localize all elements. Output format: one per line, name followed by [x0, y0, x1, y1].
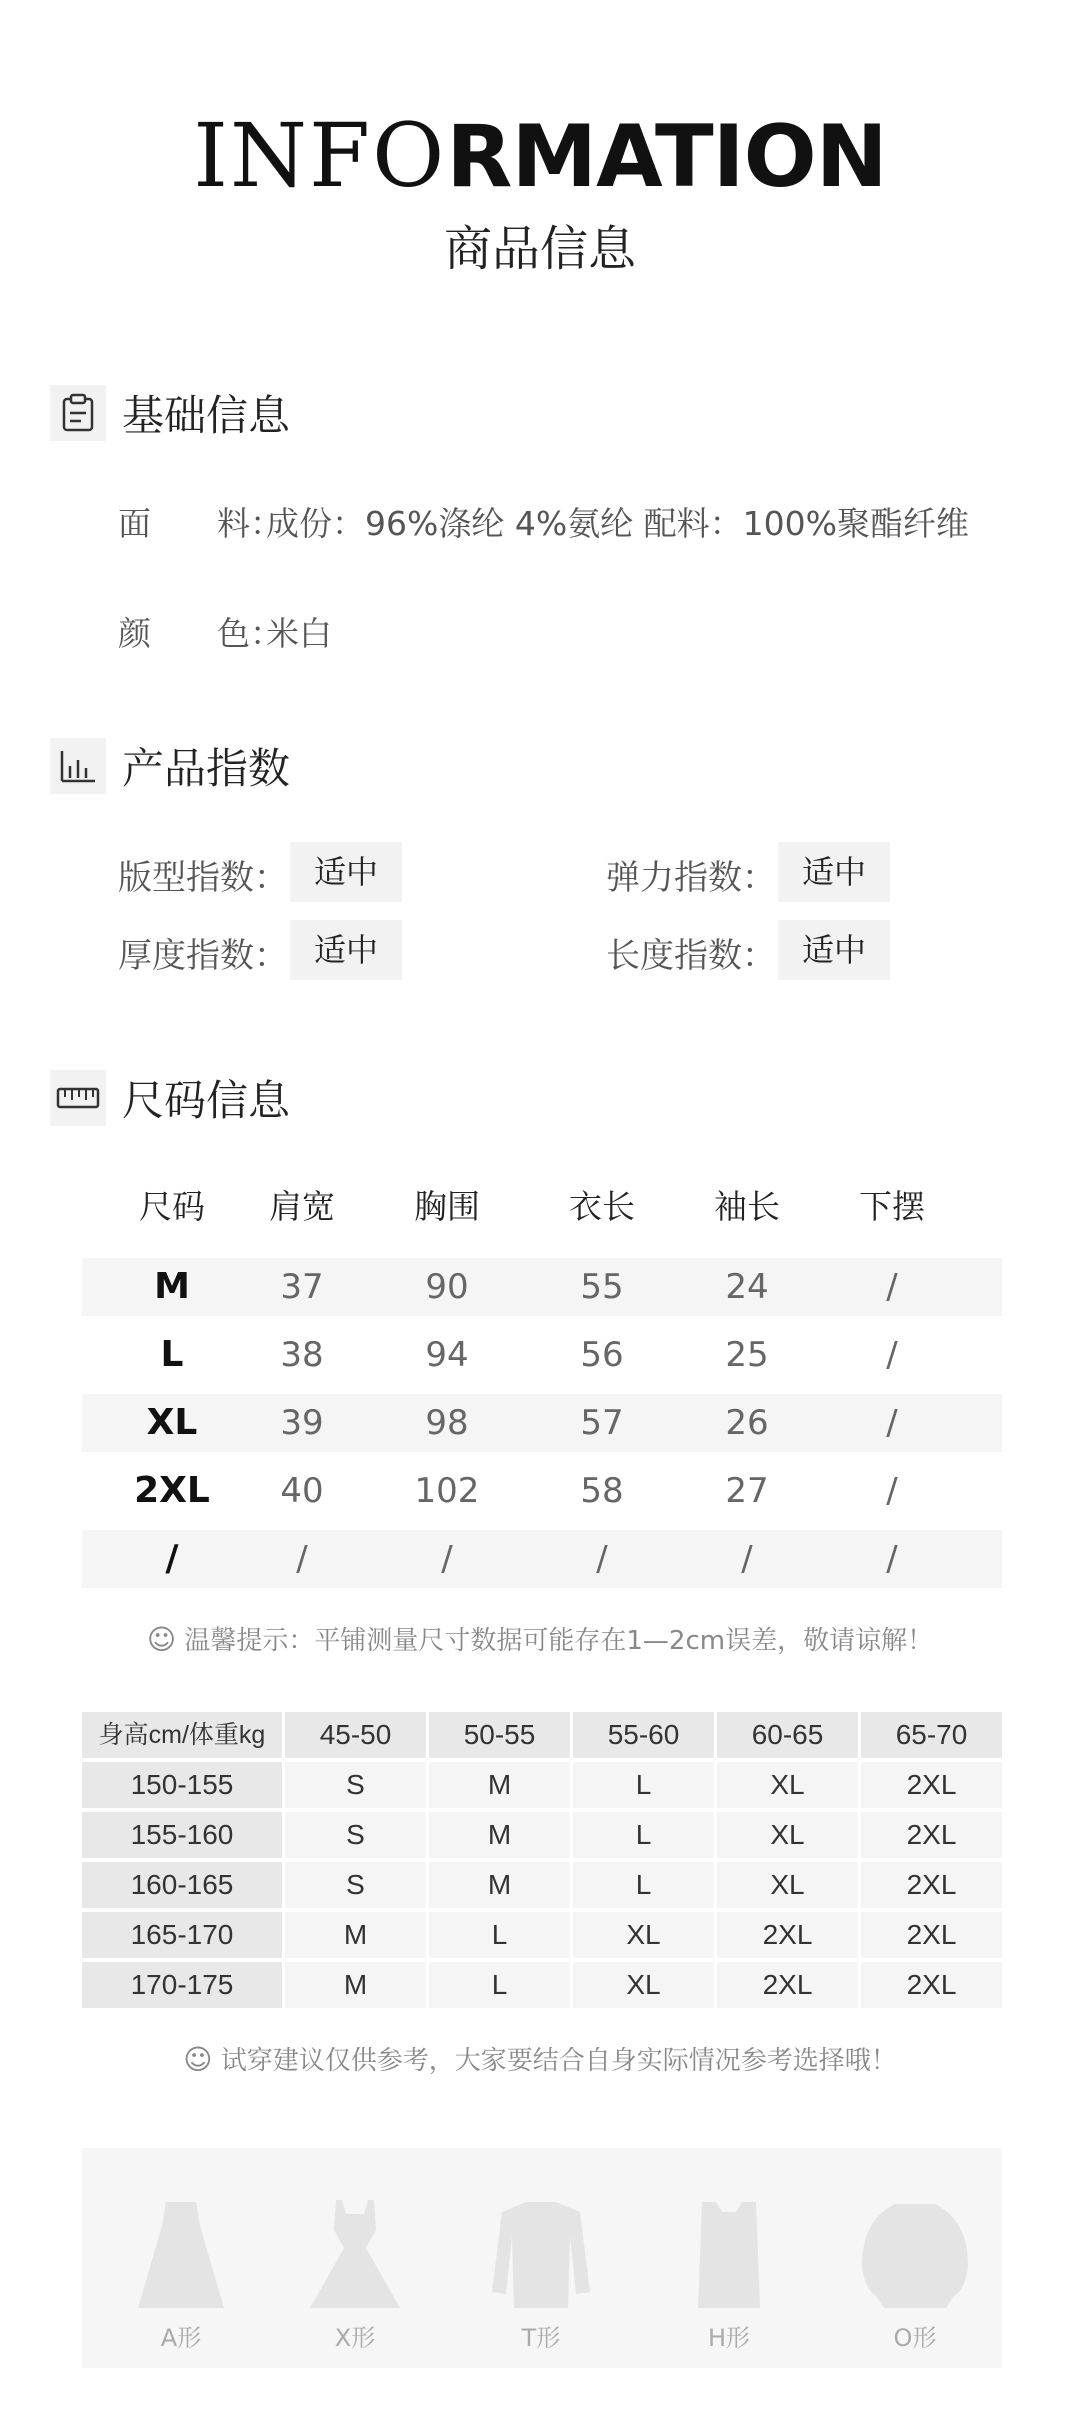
table-cell: 40: [280, 1471, 324, 1511]
corner-label: 身高cm/体重kg: [82, 1712, 282, 1758]
section-indices: [50, 738, 290, 794]
column-header: 衣长: [569, 1187, 635, 1226]
table-row: [82, 1258, 1002, 1316]
size-cell: XL: [146, 1402, 198, 1443]
table-cell: /: [886, 1403, 898, 1443]
fabric-value: 成份：96%涤纶 4%氨纶 配料：100%聚酯纤维: [266, 504, 970, 543]
size-cell: XL: [717, 1812, 858, 1858]
size-cell: XL: [717, 1862, 858, 1908]
size-cell: L: [573, 1862, 714, 1908]
size-cell: M: [429, 1762, 570, 1808]
size-cell: 2XL: [861, 1812, 1002, 1858]
size-cell: XL: [573, 1962, 714, 2008]
smile-icon: ☺: [146, 1623, 177, 1656]
note-text: 试穿建议仅供参考，大家要结合自身实际情况参考选择哦！: [220, 2046, 897, 2076]
size-cell: 2XL: [861, 1912, 1002, 1958]
clipboard-icon: [50, 385, 106, 441]
table-cell: 94: [425, 1335, 469, 1375]
column-header: 袖长: [714, 1187, 780, 1226]
index-label-length: 长度指数：: [606, 936, 776, 976]
size-cell: 2XL: [861, 1962, 1002, 2008]
size-cell: L: [429, 1962, 570, 2008]
table-header-row: [82, 1178, 1002, 1236]
fabric-row: [118, 498, 969, 545]
table-cell: /: [741, 1539, 753, 1579]
table-cell: 90: [425, 1267, 469, 1307]
table-cell: 37: [280, 1267, 324, 1307]
fit-advice-note: [0, 2040, 1080, 2077]
table-cell: 39: [280, 1403, 324, 1443]
title-serif-part: INFO: [193, 104, 447, 207]
section-heading: 基础信息: [122, 391, 291, 440]
table-cell: 55: [580, 1267, 624, 1307]
column-header: 胸围: [414, 1187, 480, 1226]
size-cell: 2XL: [717, 1912, 858, 1958]
index-label-fit: 版型指数：: [118, 858, 288, 898]
silhouette-label: X形: [334, 2324, 376, 2352]
weight-header: 55-60: [573, 1712, 714, 1758]
size-cell: 2XL: [717, 1962, 858, 2008]
weight-header: 45-50: [285, 1712, 426, 1758]
table-cell: /: [596, 1539, 608, 1579]
index-value-fit: 适中: [290, 842, 402, 902]
measurement-note: [0, 1620, 1080, 1657]
size-cell: L: [429, 1912, 570, 1958]
color-row: [118, 608, 332, 655]
size-cell: 2XL: [861, 1862, 1002, 1908]
column-header: 尺码: [139, 1187, 205, 1226]
table-cell: /: [296, 1539, 308, 1579]
silhouette-label: H形: [707, 2324, 751, 2352]
section-size-info: [50, 1070, 290, 1126]
height-label: 160-165: [82, 1862, 282, 1908]
column-header: 下摆: [859, 1187, 925, 1226]
table-cell: 25: [725, 1335, 769, 1375]
index-value-thickness: 适中: [290, 920, 402, 980]
table-row: [82, 1326, 1002, 1384]
height-label: 165-170: [82, 1912, 282, 1958]
color-value: 米白: [266, 614, 332, 653]
size-cell: M: [285, 1962, 426, 2008]
page-subtitle: 商品信息: [443, 221, 636, 277]
size-cell: 2XL: [134, 1470, 210, 1511]
table-cell: 102: [414, 1471, 480, 1511]
size-cell: M: [154, 1266, 190, 1307]
table-cell: 38: [280, 1335, 324, 1375]
size-cell: M: [429, 1812, 570, 1858]
t-shape-shirt-icon: [476, 2196, 606, 2316]
size-cell: XL: [573, 1912, 714, 1958]
silhouette-label: A形: [160, 2324, 202, 2352]
section-basic-info: [50, 385, 290, 441]
size-cell: M: [429, 1862, 570, 1908]
column-header: 肩宽: [269, 1187, 335, 1226]
size-recommendation-table: [82, 1712, 1002, 2012]
table-cell: /: [441, 1539, 453, 1579]
size-cell: S: [285, 1812, 426, 1858]
size-cell: 2XL: [861, 1762, 1002, 1808]
size-cell: XL: [717, 1762, 858, 1808]
table-cell: 58: [580, 1471, 624, 1511]
index-label-stretch: 弹力指数：: [606, 858, 776, 898]
weight-header: 65-70: [861, 1712, 1002, 1758]
smile-icon: ☺: [183, 2043, 213, 2076]
size-cell: M: [285, 1912, 426, 1958]
table-cell: 57: [580, 1403, 624, 1443]
weight-header: 50-55: [429, 1712, 570, 1758]
index-value-stretch: 适中: [778, 842, 890, 902]
note-text: 温馨提示：平铺测量尺寸数据可能存在1—2cm误差，敬请谅解！: [184, 1626, 934, 1656]
table-cell: 24: [725, 1267, 769, 1307]
table-cell: /: [886, 1471, 898, 1511]
section-heading: 尺码信息: [122, 1076, 291, 1125]
page-title: [0, 104, 1080, 207]
table-cell: /: [886, 1539, 898, 1579]
size-cell: S: [285, 1862, 426, 1908]
table-cell: 56: [580, 1335, 624, 1375]
ruler-icon: [50, 1070, 106, 1126]
o-shape-coat-icon: [850, 2196, 980, 2316]
weight-header: 60-65: [717, 1712, 858, 1758]
index-value-length: 适中: [778, 920, 890, 980]
height-label: 155-160: [82, 1812, 282, 1858]
section-heading: 产品指数: [122, 744, 291, 793]
height-label: 170-175: [82, 1962, 282, 2008]
size-cell: L: [573, 1812, 714, 1858]
x-shape-dress-icon: [290, 2196, 420, 2316]
silhouette-label: T形: [521, 2324, 561, 2352]
size-cell: /: [165, 1538, 179, 1579]
size-cell: S: [285, 1762, 426, 1808]
table-row: [82, 1530, 1002, 1588]
table-cell: 26: [725, 1403, 769, 1443]
size-cell: L: [160, 1334, 184, 1375]
table-cell: 27: [725, 1471, 769, 1511]
title-sans-part: RMATION: [446, 107, 887, 207]
h-shape-top-icon: [664, 2196, 794, 2316]
size-cell: L: [573, 1762, 714, 1808]
index-label-thickness: 厚度指数：: [118, 936, 288, 976]
color-key: 颜 色：: [118, 614, 283, 653]
bar-chart-icon: [50, 738, 106, 794]
table-row: [82, 1394, 1002, 1452]
size-table: [82, 1178, 1002, 1598]
table-row: [82, 1462, 1002, 1520]
table-cell: /: [886, 1267, 898, 1307]
fabric-key: 面 料：: [118, 504, 283, 543]
a-shape-dress-icon: [116, 2196, 246, 2316]
table-cell: /: [886, 1335, 898, 1375]
silhouette-label: O形: [893, 2324, 937, 2352]
height-label: 150-155: [82, 1762, 282, 1808]
table-cell: 98: [425, 1403, 469, 1443]
